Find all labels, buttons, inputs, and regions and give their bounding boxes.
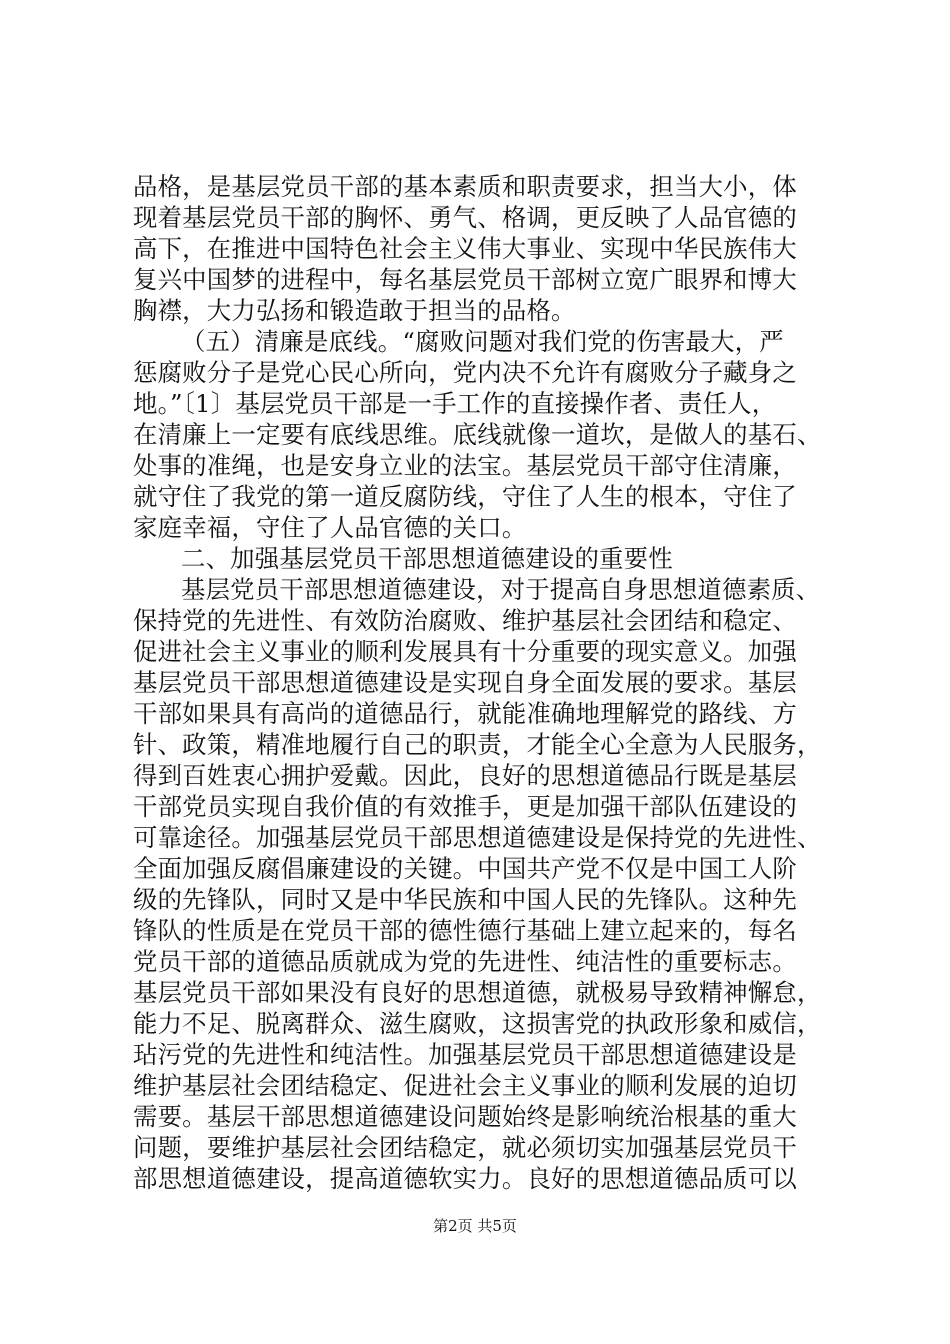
text-line: 锋队的性质是在党员干部的德性德行基础上建立起来的，每名 xyxy=(133,916,797,945)
text-line: 部思想道德建设，提高道德软实力。良好的思想道德品质可以 xyxy=(133,1164,797,1193)
text-line: 需要。基层干部思想道德建设问题始终是影响统治根基的重大 xyxy=(133,1102,797,1131)
text-line: 复兴中国梦的进程中，每名基层党员干部树立宽广眼界和博大 xyxy=(133,265,797,294)
text-line: 干部如果具有高尚的道德品行，就能准确地理解党的路线、方 xyxy=(133,699,797,728)
text-line: 干部党员实现自我价值的有效推手，更是加强干部队伍建设的 xyxy=(133,792,797,821)
text-line: 惩腐败分子是党心民心所向，党内决不允许有腐败分子藏身之 xyxy=(133,358,797,387)
text-line: 现着基层党员干部的胸怀、勇气、格调，更反映了人品官德的 xyxy=(133,203,797,232)
text-line: 地。”〔1〕基层党员干部是一手工作的直接操作者、责任人， xyxy=(133,389,777,418)
text-line: 得到百姓衷心拥护爱戴。因此，良好的思想道德品行既是基层 xyxy=(133,761,797,790)
text-line: 问题，要维护基层社会团结稳定，就必须切实加强基层党员干 xyxy=(133,1133,797,1162)
text-line: 高下，在推进中国特色社会主义伟大事业、实现中华民族伟大 xyxy=(133,234,797,263)
text-line: 针、政策，精准地履行自己的职责，才能全心全意为人民服务， xyxy=(133,730,822,759)
text-line: 胸襟，大力弘扬和锻造敢于担当的品格。 xyxy=(133,296,576,325)
text-line: 就守住了我党的第一道反腐防线，守住了人生的根本，守住了 xyxy=(133,482,797,511)
text-line: 基层党员干部如果没有良好的思想道德，就极易导致精神懈怠， xyxy=(133,978,822,1007)
paragraph-start-line: （五）清廉是底线。“腐败问题对我们党的伤害最大，严 xyxy=(181,327,784,356)
body-text xyxy=(133,171,833,1194)
text-line: 在清廉上一定要有底线思维。底线就像一道坎，是做人的基石、 xyxy=(133,420,822,449)
text-line: 可靠途径。加强基层党员干部思想道德建设是保持党的先进性、 xyxy=(133,823,822,852)
text-line: 保持党的先进性、有效防治腐败、维护基层社会团结和稳定、 xyxy=(133,606,797,635)
section-heading: 二、加强基层党员干部思想道德建设的重要性 xyxy=(181,544,673,573)
text-line: 能力不足、脱离群众、滋生腐败，这损害党的执政形象和威信， xyxy=(133,1009,822,1038)
text-line: 维护基层社会团结稳定、促进社会主义事业的顺利发展的迫切 xyxy=(133,1071,797,1100)
text-line: 品格，是基层党员干部的基本素质和职责要求，担当大小，体 xyxy=(133,172,797,201)
paragraph-start-line: 基层党员干部思想道德建设，对于提高自身思想道德素质、 xyxy=(181,575,821,604)
text-line: 级的先锋队，同时又是中华民族和中国人民的先锋队。这种先 xyxy=(133,885,797,914)
page-number-footer: 第2页 共5页 xyxy=(433,1217,517,1235)
text-line: 家庭幸福，守住了人品官德的关口。 xyxy=(133,513,527,542)
text-line: 全面加强反腐倡廉建设的关键。中国共产党不仅是中国工人阶 xyxy=(133,854,797,883)
text-line: 玷污党的先进性和纯洁性。加强基层党员干部思想道德建设是 xyxy=(133,1040,797,1069)
text-line: 处事的准绳，也是安身立业的法宝。基层党员干部守住清廉， xyxy=(133,451,797,480)
text-line: 党员干部的道德品质就成为党的先进性、纯洁性的重要标志。 xyxy=(133,947,797,976)
text-line: 基层党员干部思想道德建设是实现自身全面发展的要求。基层 xyxy=(133,668,797,697)
text-line: 促进社会主义事业的顺利发展具有十分重要的现实意义。加强 xyxy=(133,637,797,666)
